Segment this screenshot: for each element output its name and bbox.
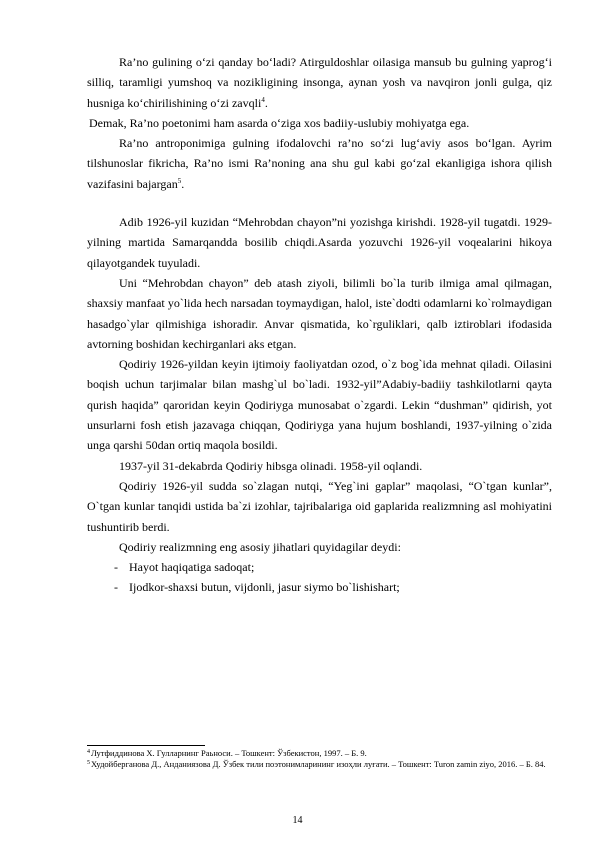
paragraph-writing-history: Adib 1926-yil kuzidan “Mehrobdan chayon”ni yozishga kirishdi. 1928-yil tugatdi. 1929-yilning martida Samarqandda bosilib chiqdi.Asarda yozuvchi 1926-yil voqealarini hikoya qilayotgandek tuyuladi.	[87, 215, 552, 270]
footnote-separator	[87, 745, 205, 746]
footnote-ref-5[interactable]: 5	[177, 176, 182, 185]
footnote-5: $^5$Худойберганова Д., Анданиязова Д. Ўзбек тили поэтонимларининг изоҳли луғати. – Тошкент: Turon zamin ziyo, 2016. – Б. 84.	[87, 759, 546, 769]
list-item: - Hayot haqiqatiga sadoqat;	[87, 557, 552, 577]
paragraph-rano-flower: Ra’no gulining o‘zi qanday bo‘ladi? Atirguldoshlar oilasiga mansub bu gulning yaprog‘i silliq, taramligi yumshoq va nozikligining insonga, aynan yosh va navqiron jonli gulga, qiz husniga ko‘chirilishining o‘zi zavqli$^4$.	[87, 55, 552, 110]
list-dash: -	[114, 560, 118, 575]
list-dash: -	[114, 580, 118, 595]
paragraph-rano-anthroponym: Ra’no antroponimiga gulning ifodalovchi ra’no so‘zi lug‘aviy asos bo‘lgan. Ayrim tilshunoslar fikricha, Ra’no ismi Ra’noning ana shu gul kabi go‘zal ekanligiga ishora qilish vazifasini bajargan$^5$.	[87, 136, 552, 191]
paragraph-gap	[87, 194, 552, 212]
list-item: - Ijodkor-shaxsi butun, vijdonli, jasur siymo bo`lishishart;	[87, 577, 552, 597]
paragraph-realism-works: Qodiriy 1926-yil sudda so`zlagan nutqi, “Yeg`ini gaplar” maqolasi, “O`tgan kunlar”, O`tgan kunlar tanqidi ustida ba`zi izohlar, tajribalariga oid gaplarida realizmning asl mohiyatini tushuntirib berdi.	[87, 478, 552, 534]
body-text	[87, 52, 552, 598]
footnote-ref-4[interactable]: 4	[261, 95, 265, 104]
footnotes	[87, 748, 552, 770]
paragraph-rano-poetonym: Demak, Ra’no poetonimi ham asarda o‘ziga xos badiiy-uslubiy mohiyatga ega.	[89, 115, 470, 130]
paragraph-qodiriy-life: Qodiriy 1926-yildan keyin ijtimoiy faoliyatdan ozod, o`z bog`ida mehnat qiladi. Oilasini boqish uchun tarjimalar bilan mashg`ul bo`ladi. 1932-yil”Adabiy-badiiy tashkilotlarni qayta qurish haqida” qaroridan keyin Qodiriyga munosabat o`zgardi. Lekin “dushman” qidirish, yot unsurlarni fosh etish jazavaga chiqqan, Qodiriyga yana hujum boshlandi, 1937-yilning o`zida unga qarshi 50dan ortiq maqola bosildi.	[87, 357, 552, 453]
paragraph-realism-intro: Qodiriy realizmning eng asosiy jihatlari quyidagilar deydi:	[119, 539, 401, 554]
paragraph-arrest: 1937-yil 31-dekabrda Qodiriy hibsga olinadi. 1958-yil oqlandi.	[119, 458, 423, 473]
realism-list	[87, 557, 552, 598]
paragraph-title-meaning: Uni “Mehrobdan chayon” deb atash ziyoli, bilimli bo`la turib ilmiga amal qilmagan, shaxsiy manfaat yo`lida hech narsadan toymaydigan, halol, iste`dodti odamlarni ko`rolmaydigan hasadgo`ylar qilmishiga ishoradir. Anvar qismatida, ko`rguliklari, qalb iztiroblari ifodasida avtorning boshidan kechirganlari aks etgan.	[87, 275, 552, 351]
page-number: 14	[292, 815, 303, 826]
footnote-4: $^4$Лутфиддинова Х. Гулларнинг Раьноси. – Тошкент: Ўзбекистон, 1997. – Б. 9.	[87, 748, 367, 758]
